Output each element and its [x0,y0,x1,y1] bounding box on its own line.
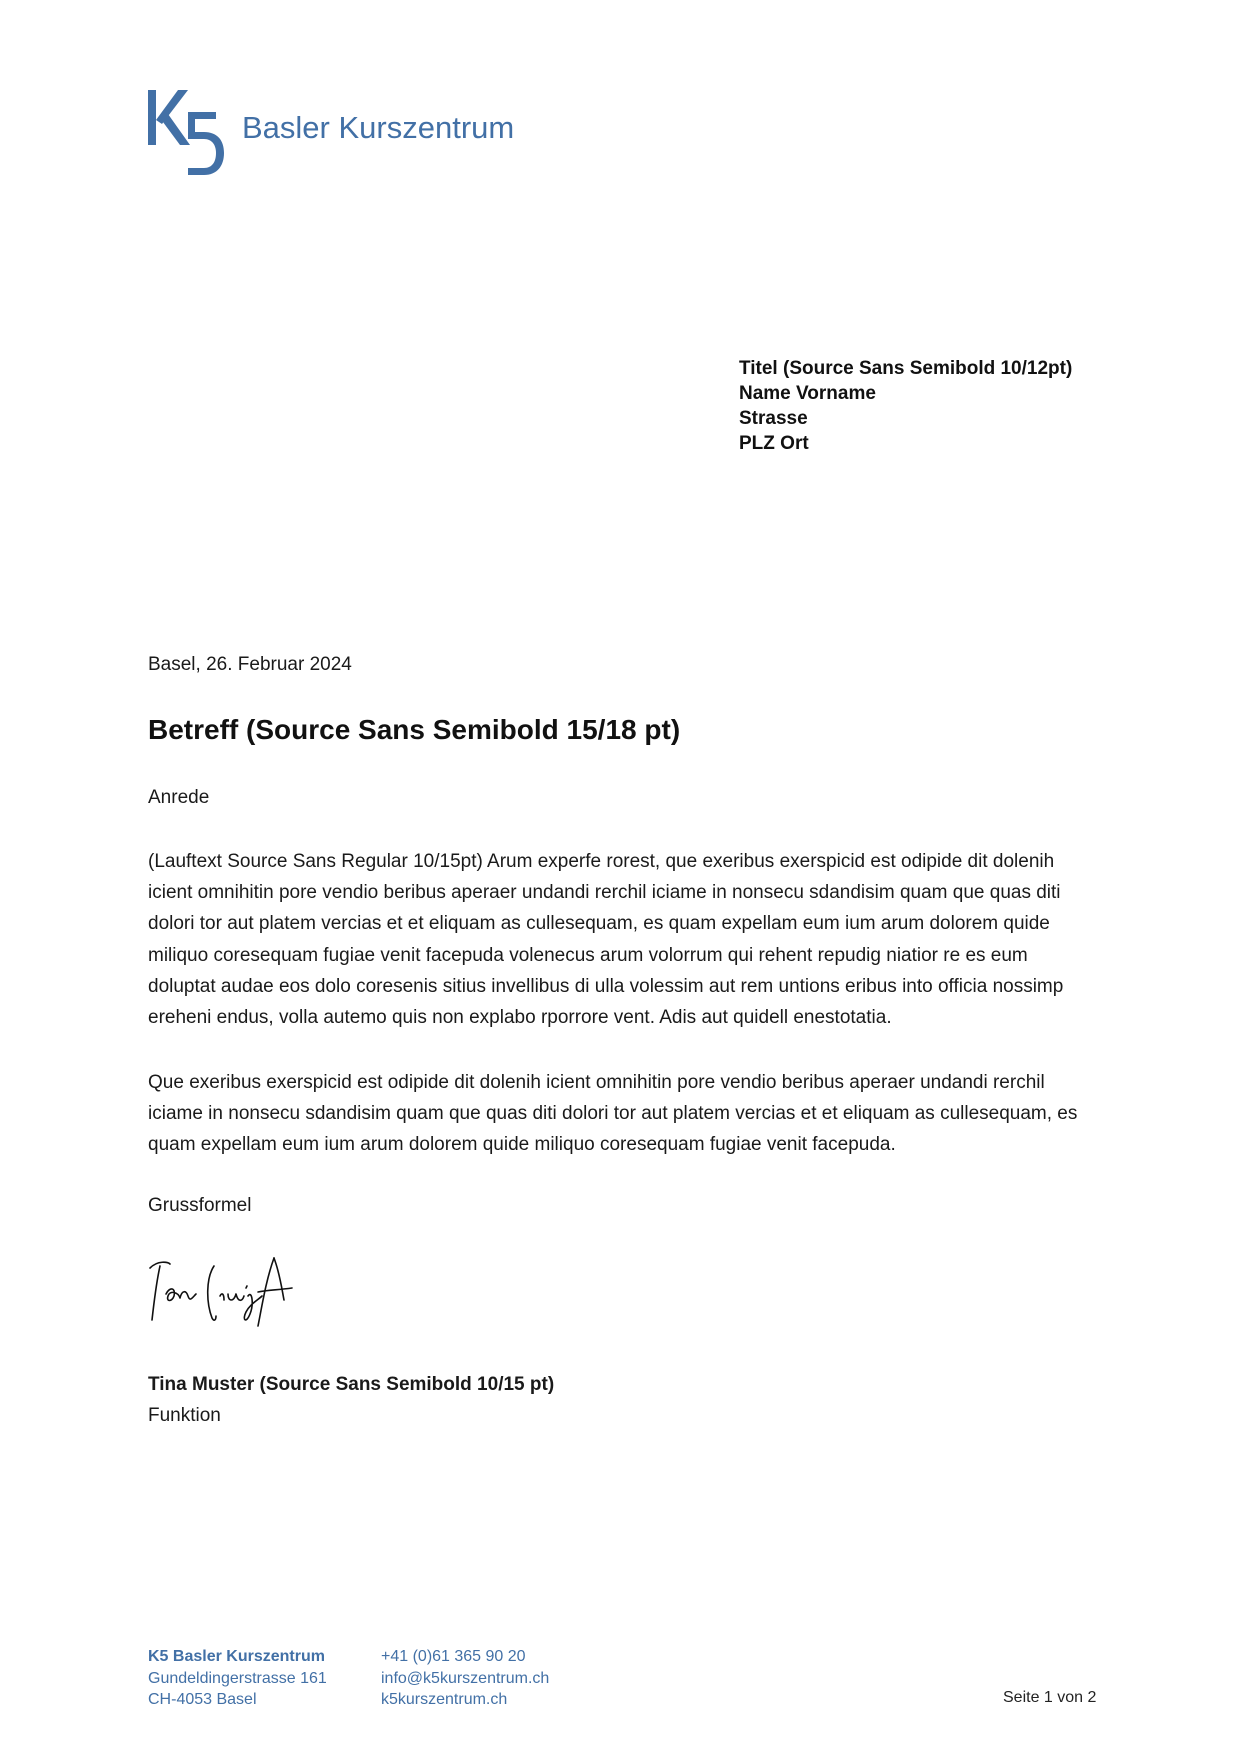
k5-logo-icon [148,90,232,180]
recipient-name: Name Vorname [739,383,876,404]
footer-street: Gundeldingerstrasse 161 [148,1669,327,1687]
footer-email-link[interactable]: info@k5kurszentrum.ch [381,1669,550,1687]
salutation: Anrede [148,787,210,808]
signer-name: Tina Muster (Source Sans Semibold 10/15 pt) [148,1374,555,1395]
footer-city: CH-4053 Basel [148,1691,257,1708]
recipient-city: PLZ Ort [739,433,809,454]
org-name: Basler Kurszentrum [242,110,515,145]
footer-web-link[interactable]: k5kurszentrum.ch [381,1691,508,1708]
recipient-street: Strasse [739,408,808,429]
body-paragraph: Que exeribus exerspicid est odipide dit dolenih icient omnihitin pore vendio beribus aperaer undandi rerchil iciame in nonsecu sdandisim quam que quas diti dolori tor aut platem vercias et et eliquam as cullesequam, es quam expellam eum ium arum dolorem quide miliquo coresequam fugiae venit facepuda. [148,1072,1078,1156]
body-paragraph: (Lauftext Source Sans Regular 10/15pt) Arum experfe rorest, que exeribus exerspicid est odipide dit dolenih icient omnihitin pore vendio beribus aperaer undandi rerchil iciame in nonsecu sdandisim quam que quas diti dolori tor aut platem vercias et et eliquam as cullesequam, es quam expellam eum ium arum dolorem quide miliquo coresequam fugiae venit facepuda volenecus arum volorrum qui rehent repudig niatior re es eum doluptat audae eos dolo coresenis sitius invellibus di ulla volessim aut rem untions eribus into officia nossimp ereheni endus, volla autemo quis non explabo rporrore vent. Adis aut quidell enestotatia. [148,851,1064,1029]
signature-icon [146,1250,306,1330]
footer-contact [381,1646,549,1711]
page-number: Seite 1 von 2 [1003,1689,1097,1706]
closing-phrase: Grussformel [148,1195,252,1216]
recipient-title: Titel (Source Sans Semibold 10/12pt) [739,358,1073,379]
footer-address [148,1646,327,1711]
logo [148,90,528,180]
subject-heading: Betreff (Source Sans Semibold 15/18 pt) [148,714,681,745]
letter-date: Basel, 26. Februar 2024 [148,654,352,675]
recipient-address [739,356,1072,456]
signer-role: Funktion [148,1405,221,1426]
footer-org: K5 Basler Kurszentrum [148,1648,325,1665]
footer-phone[interactable]: +41 (0)61 365 90 20 [381,1648,526,1665]
